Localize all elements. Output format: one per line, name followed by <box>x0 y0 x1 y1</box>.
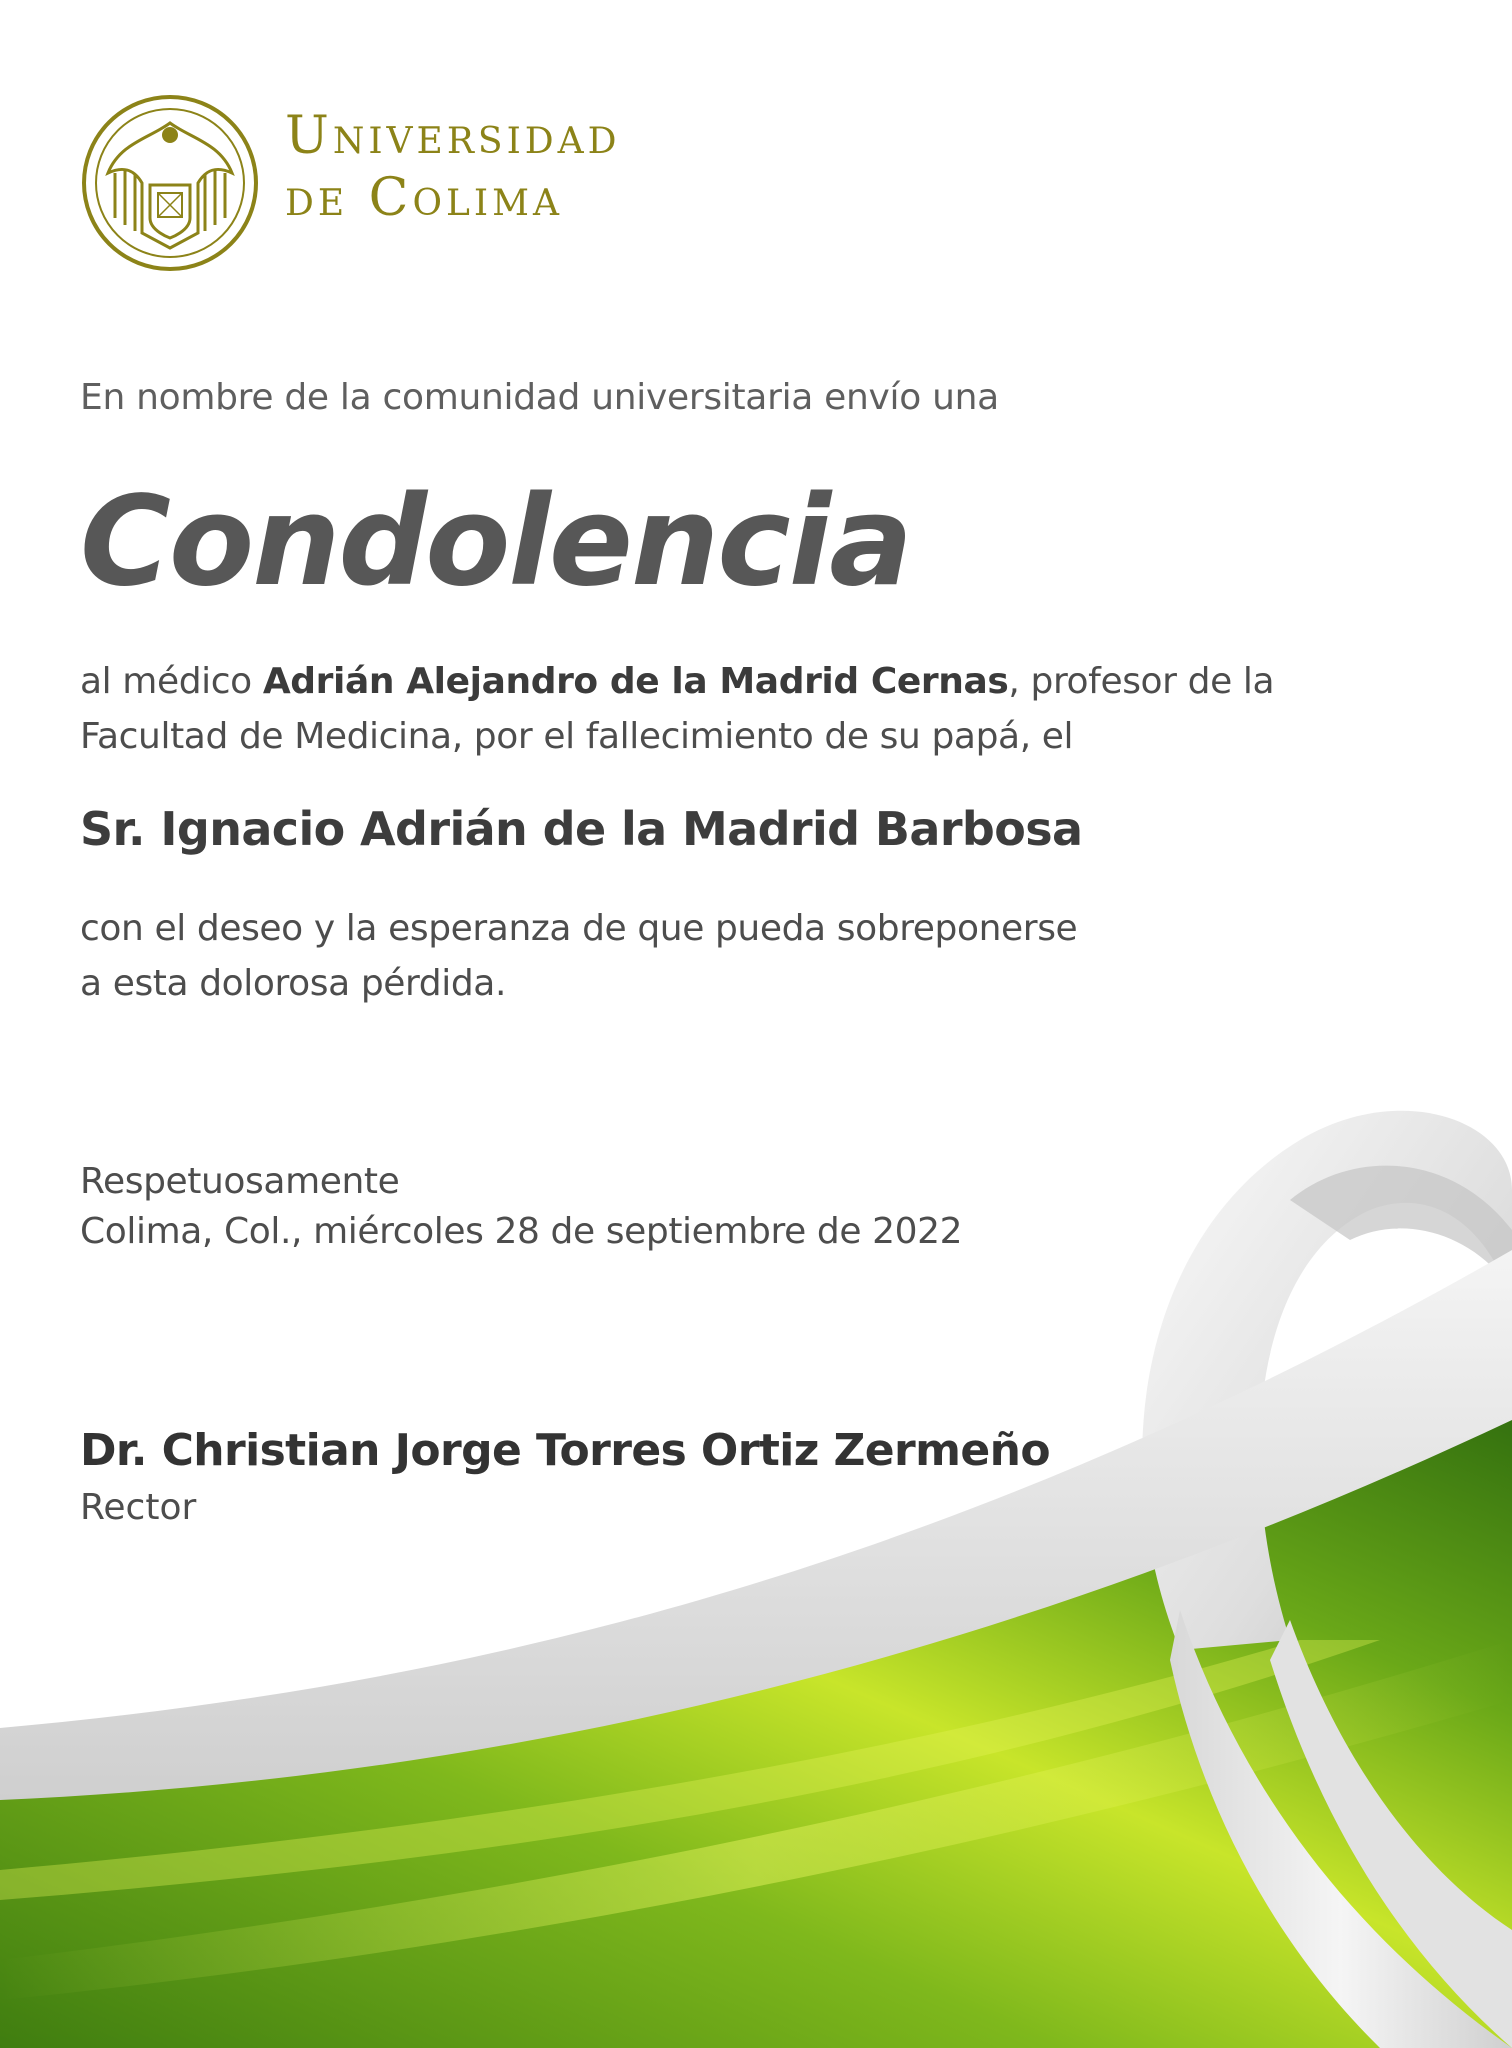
paragraph-line-1 <box>80 654 1274 709</box>
deceased-name: Sr. Ignacio Adrián de la Madrid Barbosa <box>80 802 1083 856</box>
signer-title: Rector <box>80 1487 197 1528</box>
headline: Condolencia <box>80 470 911 614</box>
intro-text: En nombre de la comunidad universitaria envío una <box>80 377 999 418</box>
regards-text: Respetuosamente <box>80 1161 400 1202</box>
closing-paragraph <box>80 901 1077 1011</box>
paragraph-prefix: al médico <box>80 661 263 702</box>
recipient-name: Adrián Alejandro de la Madrid Cernas <box>262 661 1009 702</box>
university-seal-icon <box>80 93 260 273</box>
place-date: Colima, Col., miércoles 28 de septiembre de 2022 <box>80 1211 963 1252</box>
signer-name: Dr. Christian Jorge Torres Ortiz Zermeño <box>80 1425 1050 1476</box>
university-wordmark <box>285 105 621 229</box>
paragraph-suffix: , profesor de la <box>1008 661 1275 702</box>
closing-line-1: con el deseo y la esperanza de que pueda sobreponerse <box>80 908 1078 949</box>
wordmark-line-1: Universidad <box>285 106 621 166</box>
recipient-paragraph <box>80 654 1274 764</box>
wordmark-line-2: de Colima <box>285 168 563 228</box>
closing-line-2: a esta dolorosa pérdida. <box>80 963 507 1004</box>
paragraph-line-2: Facultad de Medicina, por el fallecimiento de su papá, el <box>80 716 1074 757</box>
regards-block <box>80 1157 962 1257</box>
